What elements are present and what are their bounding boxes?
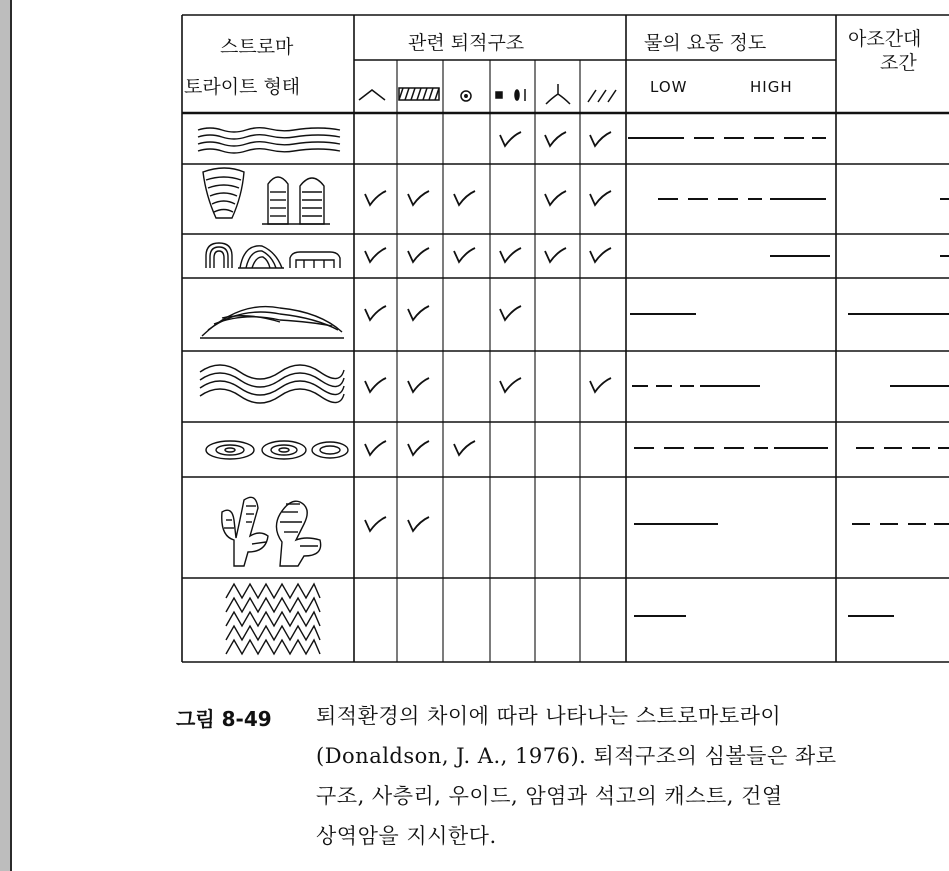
caption-line-2: (Donaldson, J. A., 1976). 퇴적구조의 심볼들은 좌로: [316, 744, 837, 768]
header-shape-line1: 스트로마: [220, 36, 294, 58]
caption-line-4: 상역암을 지시한다.: [316, 824, 497, 848]
header-shape-line2: 토라이트 형태: [184, 76, 301, 98]
header-sedimentary-structures: 관련 퇴적구조: [408, 32, 525, 54]
header-subtidal-line1: 아조간대: [848, 28, 922, 50]
header-subtidal-line2: 조간: [880, 52, 917, 74]
header-low: LOW: [650, 78, 688, 96]
header-high: HIGH: [750, 78, 793, 96]
caption-line-3: 구조, 사층리, 우이드, 암염과 석고의 캐스트, 건열: [316, 784, 783, 808]
caption-line-1: 퇴적환경의 차이에 따라 나타나는 스트로마토라이: [316, 704, 782, 728]
header-water-agitation: 물의 요동 정도: [644, 32, 767, 54]
figure-label: 그림 8-49: [176, 707, 272, 731]
